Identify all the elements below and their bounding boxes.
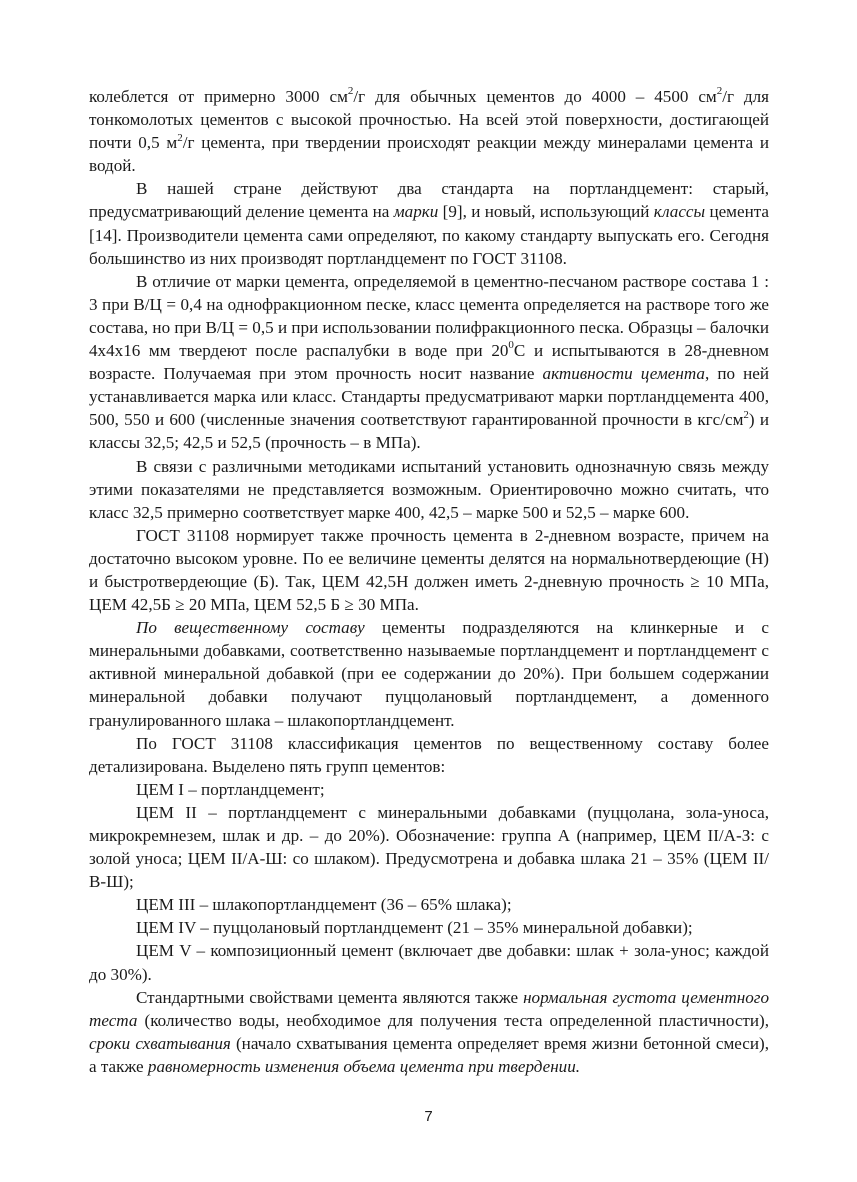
text-run: цемента [14]. Производители цемента сами определяют, по какому стандарту выпускать его. Сегодня большинство из них производят портландцемент по ГОСТ 31108. [89, 202, 769, 268]
superscript: 2 [177, 131, 183, 144]
text-run: /г для тонкомолотых цементов с высокой прочностью. На всей этой поверхности, достигающей почти 0,5 м [89, 87, 770, 153]
text-run: /г цемента, при твердении происходят реакции между минералами цемента и водой. [89, 133, 769, 176]
paragraph: По ГОСТ 31108 классификация цементов по вещественному составу более детализирована. Выделено пять групп цементов: [89, 733, 769, 776]
paragraph [89, 270, 769, 455]
italic-term: марки [393, 202, 439, 222]
paragraph [89, 177, 769, 269]
text-run: (количество воды, необходимое для получения теста определенной пластичности), [137, 1010, 769, 1030]
paragraph [89, 616, 769, 731]
list-item: ЦЕМ V – композиционный цемент (включает две добавки: шлак + зола-унос; каждой до 30%). [89, 941, 769, 984]
superscript: 2 [716, 85, 723, 98]
text-run: С и испытываются в 28-дневном возрасте. Получаемая при этом прочность носит название [89, 341, 770, 384]
page-number: 7 [424, 1108, 433, 1125]
document-page [89, 85, 769, 1078]
text-run: /г для обычных цементов до 4000 – 4500 см [353, 87, 717, 106]
list-item: ЦЕМ III – шлакопортландцемент (36 – 65% шлака); [136, 895, 512, 915]
text-run: В отличие от марки цемента, определяемой в цементно-песчаном растворе состава 1 : 3 при В/Ц = 0,4 на однофракционном песке, класс цемента определяется на растворе того же состава, но при В/Ц = 0,5 и при использовании полифракционного песка. Образцы – балочки 4х4х16 мм твердеют после распалубки в воде при 20 [89, 271, 769, 361]
paragraph [89, 986, 769, 1078]
italic-term: сроки схватывания [89, 1033, 231, 1053]
list-item: ЦЕМ IV – пуццолановый портландцемент (21 – 35% минеральной добавки); [136, 918, 693, 938]
italic-term: равномерность изменения объема цемента при твердении. [147, 1056, 581, 1076]
text-run: цементы подразделяются на клинкерные и с минеральными добавками, соответственно называемые портландцемент и портландцемент с активной минеральной добавкой (при ее содержании до 20%). При большем содержании минеральной добавки получают пуццолановый портландцемент, а доменного гранулированного шлака – шлакопортландцемент. [89, 618, 769, 730]
paragraph: ГОСТ 31108 нормирует также прочность цемента в 2-дневном возрасте, причем на достаточно высоком уровне. По ее величине цементы делятся на нормальнотвердеющие (Н) и быстротвердеющие (Б). Так, ЦЕМ 42,5Н должен иметь 2-дневную прочность ≥ 10 МПа, ЦЕМ 42,5Б ≥ 20 МПа, ЦЕМ 52,5 Б ≥ 30 МПа. [89, 525, 769, 615]
text-run: В нашей стране действуют два стандарта на портландцемент: старый, предусматривающий деление цемента на [89, 179, 769, 222]
paragraph: В связи с различными методиками испытаний установить однозначную связь между этими показателями не представляется возможным. Ориентировочно можно считать, что класс 32,5 примерно соответствует марке 400, 42,5 – марке 500 и 52,5 – марке 600. [89, 456, 769, 522]
italic-term: активности цемента [542, 364, 705, 384]
superscript: 0 [508, 339, 514, 352]
italic-term: классы [653, 202, 706, 222]
italic-term: По вещественному составу [136, 618, 365, 638]
list-item: ЦЕМ II – портландцемент с минеральными добавками (пуццолана, зола-уноса, микрокремнезем, шлак и др. – до 20%). Обозначение: группа А (например, ЦЕМ II/А-З: с золой уноса; ЦЕМ II/А-Ш: со шлаком). Предусмотрена и добавка шлака 21 – 35% (ЦЕМ II/В-Ш); [89, 802, 769, 892]
superscript: 2 [743, 408, 749, 421]
text-run: , по ней устанавливается марка или класс. Стандарты предусматривают марки портландцемента 400, 500, 550 и 600 (численные значения соответствуют гарантированной прочности в кгс/см [89, 364, 769, 430]
text-run: Стандартными свойствами цемента являются также [136, 987, 524, 1007]
list-item: ЦЕМ I – портландцемент; [136, 779, 325, 799]
paragraph [89, 85, 769, 177]
text-run: колеблется от примерно 3000 см [89, 87, 348, 106]
superscript: 2 [347, 85, 354, 98]
italic-term: нормальная густота цементного теста [89, 987, 769, 1030]
text-run: [9], и новый, использующий [438, 202, 654, 222]
text-run: ) и классы 32,5; 42,5 и 52,5 (прочность – в МПа). [89, 410, 769, 453]
text-run: (начало схватывания цемента определяет время жизни бетонной смеси), а также [89, 1033, 769, 1076]
